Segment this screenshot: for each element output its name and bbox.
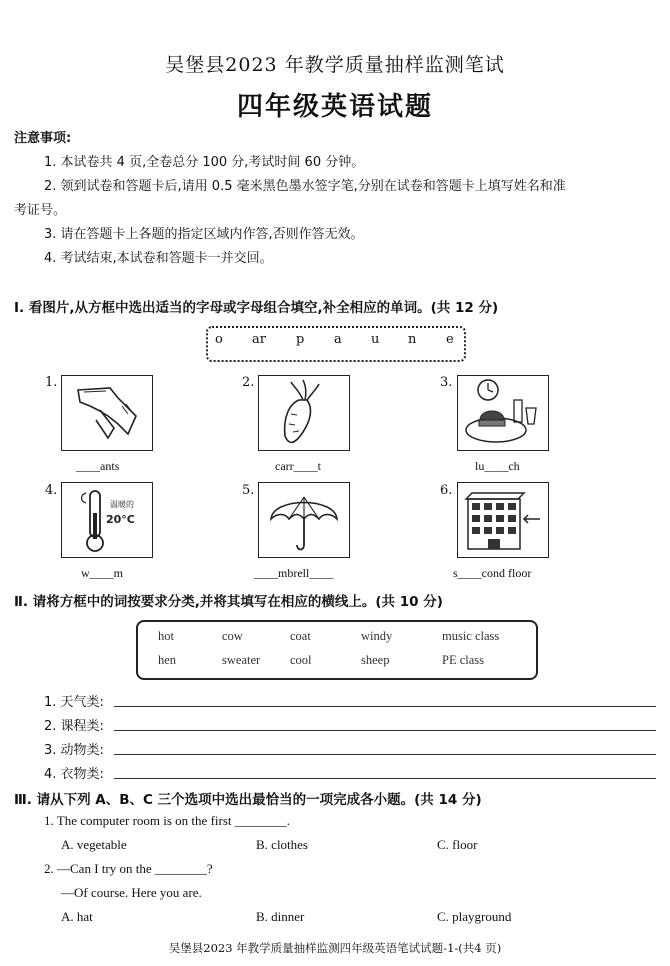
section-1-title: Ⅰ. 看图片,从方框中选出适当的字母或字母组合填空,补全相应的单词。(共 12 分) [14,300,499,316]
word-item: hot [158,629,174,643]
exam-title: 四年级英语试题 [236,92,433,122]
note-3: 3. 请在答题卡上各题的指定区域内作答,否则作答无效。 [44,227,364,242]
carrot-icon [258,375,350,451]
letter-option: p [296,332,305,347]
letter-option: u [371,332,380,347]
category-label: 3. 动物类: [44,743,104,758]
section-3-title: Ⅲ. 请从下列 A、B、C 三个选项中选出最恰当的一项完成各小题。(共 14 分) [14,792,482,808]
umbrella-icon [258,482,350,558]
question-1-option-a[interactable]: A. vegetable [61,837,127,852]
question-2-reply: —Of course. Here you are. [61,885,202,900]
item-word: w____m [81,566,123,580]
word-item: coat [290,629,311,643]
word-item: cool [290,653,312,667]
exam-header: 吴堡县2023 年教学质量抽样监测笔试 [165,54,505,76]
letter-option: n [408,332,417,347]
word-item: music class [442,629,500,643]
item-number: 4. [45,483,58,498]
word-item: sweater [222,653,261,667]
letter-option: o [215,332,223,347]
item-number: 2. [242,375,255,390]
question-2-option-b[interactable]: B. dinner [256,909,305,924]
word-item: hen [158,653,177,667]
question-2-option-c[interactable]: C. playground [437,909,512,924]
item-word: carr____t [275,459,321,473]
word-item: sheep [361,653,390,667]
building-icon [457,482,549,558]
svg-text:20°C: 20°C [106,513,135,526]
question-1-stem: 1. The computer room is on the first ________. [44,813,291,828]
question-1-option-b[interactable]: B. clothes [256,837,308,852]
item-word: ____mbrell____ [254,566,334,580]
item-word: lu____ch [475,459,520,473]
question-1-option-c[interactable]: C. floor [437,837,478,852]
item-number: 3. [440,375,453,390]
pants-icon [61,375,153,451]
word-item: windy [361,629,393,643]
item-number: 5. [242,483,255,498]
section-2-title: Ⅱ. 请将方框中的词按要求分类,并将其填写在相应的横线上。(共 10 分) [14,594,443,610]
answer-line[interactable] [114,754,656,755]
question-2-stem: 2. —Can I try on the ________? [44,861,213,876]
answer-line[interactable] [114,706,656,707]
letter-option: a [334,332,342,347]
letter-option: e [446,332,454,347]
notes-heading: 注意事项: [14,131,72,146]
word-item: PE class [442,653,485,667]
item-number: 6. [440,483,453,498]
note-4: 4. 考试结束,本试卷和答题卡一并交回。 [44,251,273,266]
svg-text:温暖的: 温暖的 [110,500,134,509]
question-2-option-a[interactable]: A. hat [61,909,93,924]
item-word: s____cond floor [453,566,532,580]
letter-option: ar [252,332,266,347]
note-2-cont: 考证号。 [14,203,67,218]
item-number: 1. [45,375,58,390]
category-label: 2. 课程类: [44,719,104,734]
note-1: 1. 本试卷共 4 页,全卷总分 100 分,考试时间 60 分钟。 [44,155,365,170]
answer-line[interactable] [114,778,656,779]
lunch-clock-icon [457,375,549,451]
category-label: 1. 天气类: [44,695,104,710]
thermometer-icon [61,482,153,558]
item-word: ____ants [76,459,120,473]
answer-line[interactable] [114,730,656,731]
page-footer: 吴堡县2023 年教学质量抽样监测四年级英语笔试试题-1-(共4 页) [168,941,502,955]
category-label: 4. 衣物类: [44,767,104,782]
word-item: cow [222,629,243,643]
note-2: 2. 领到试卷和答题卡后,请用 0.5 毫米黑色墨水签字笔,分别在试卷和答题卡上填写姓名和准 [44,179,566,194]
